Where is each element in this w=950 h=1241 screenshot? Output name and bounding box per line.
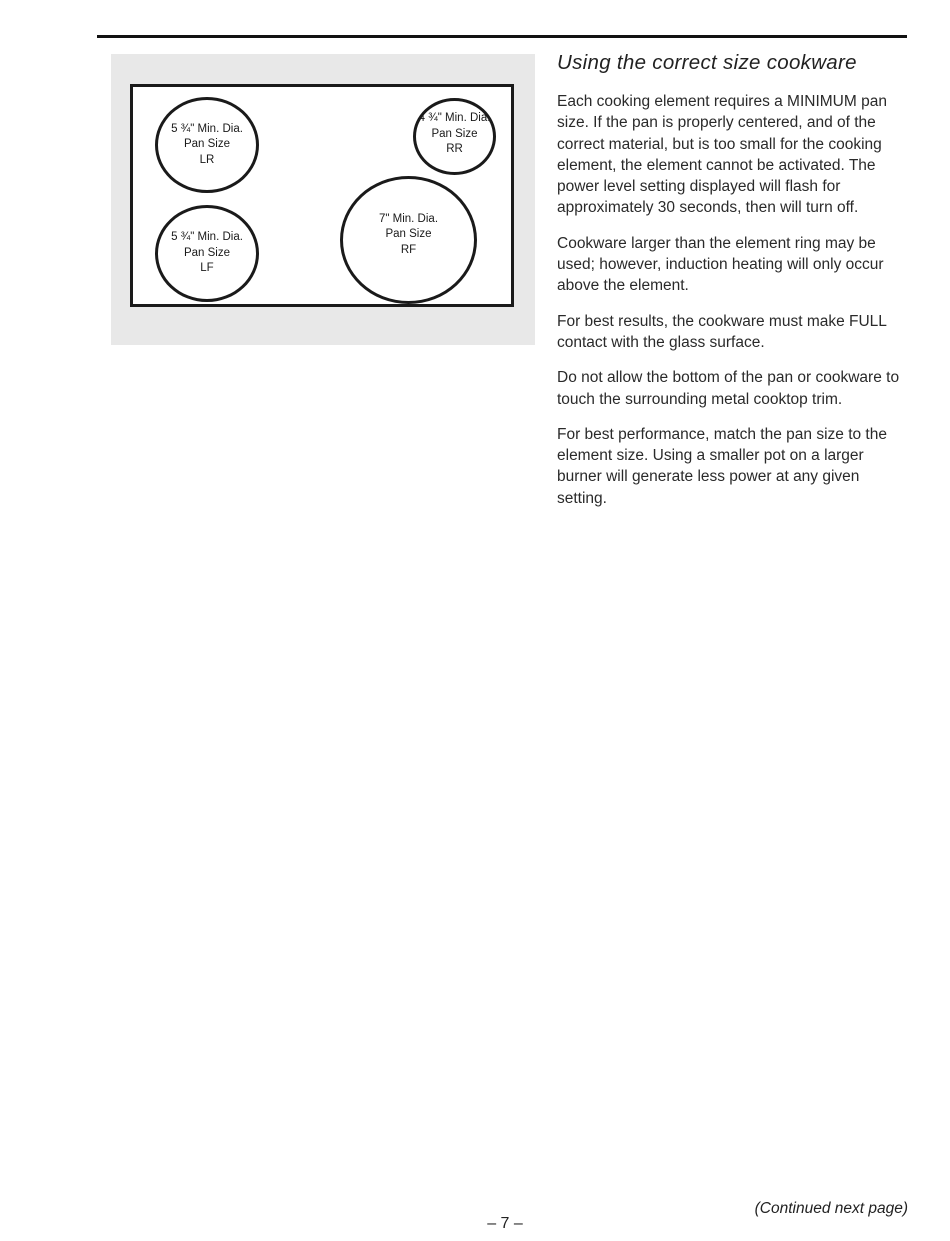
element-position-label: RR [446,143,463,156]
element-left-front [155,205,259,302]
element-position-label: LF [200,262,214,275]
element-pan-label: Pan Size [385,228,432,241]
element-size-label: 5 ¾" Min. Dia. [171,122,243,135]
element-size-label: 7" Min. Dia. [378,212,439,225]
element-right-rear [413,98,496,175]
element-size-label: 4 ¾" Min. Dia. [418,112,491,125]
top-rule [97,35,907,38]
continued-note: (Continued next page) [754,1200,908,1217]
element-position-label: LR [199,153,215,166]
element-pan-label: Pan Size [183,246,231,259]
element-pan-label: Pan Size [431,127,478,140]
section-title: Using the correct size cookware [557,51,857,74]
element-right-front [340,176,477,304]
paragraph: For best results, the cookware must make FULL contact with the glass surface. [557,312,887,351]
page-number: – 7 – [487,1215,523,1232]
element-pan-label: Pan Size [183,138,231,151]
cooktop-figure [111,54,535,345]
text-column [557,50,902,523]
paragraph: Do not allow the bottom of the pan or cookware to touch the surrounding metal cooktop trim. [557,369,900,408]
paragraph: For best performance, match the pan size to the element size. Using a smaller pot on a larger burner will generate less power at any given setting. [557,425,887,507]
paragraph: Cookware larger than the element ring may be used; however, induction heating will only occur above the element. [557,234,884,295]
element-left-rear [155,97,259,193]
element-size-label: 5 ¾" Min. Dia. [171,231,243,244]
element-position-label: RF [400,243,417,256]
paragraph: Each cooking element requires a MINIMUM pan size. If the pan is properly centered, and of the correct material, but is too small for the cooking element, the element cannot be activated. The power level setting displayed will flash for approximately 30 seconds, then will turn off. [557,93,887,217]
cooktop-outline [130,84,514,307]
